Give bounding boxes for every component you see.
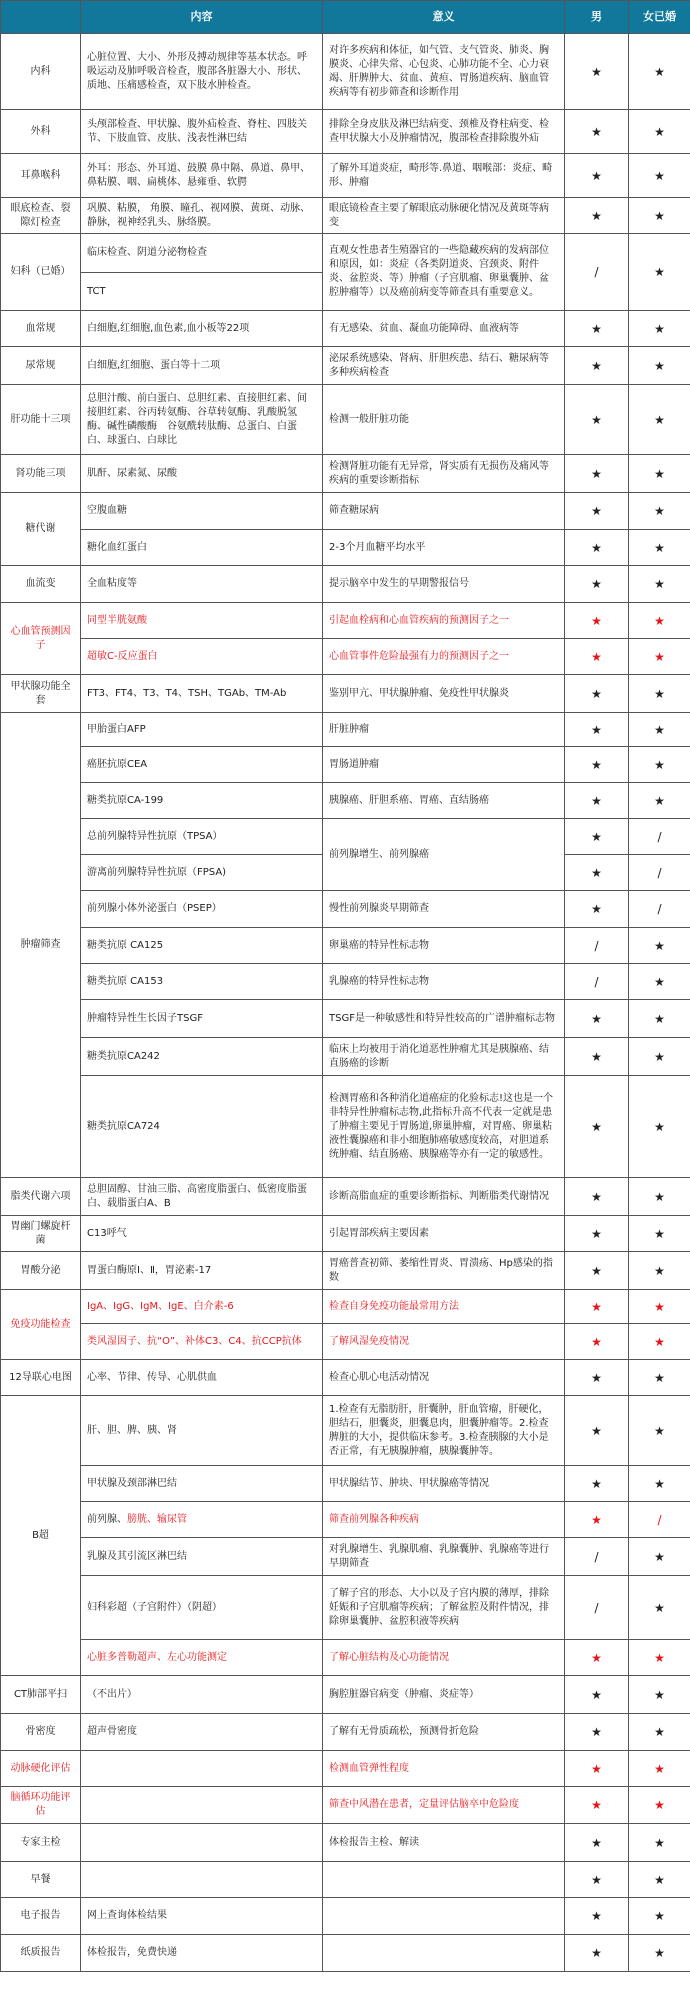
content-cell: 同型半胱氨酸 — [81, 603, 323, 639]
meaning-cell: 对许多疾病和体征，如气管、支气管炎、肺炎、胸膜炎、心律失常、心包炎、心肺功能不全、心力衰竭、肝脾肿大、贫血、黄疸、胃肠道疾病、脑血管疾病等有初步筛查和诊断作用 — [323, 34, 565, 110]
content-cell: （不出片） — [81, 1676, 323, 1714]
prostate-label — [87, 1514, 187, 1525]
male-mark: ★ — [565, 1640, 629, 1676]
content-cell: 癌胚抗原CEA — [81, 747, 323, 783]
content-cell: 肿瘤特异性生长因子TSGF — [81, 1000, 323, 1038]
male-mark: ★ — [565, 1898, 629, 1935]
female-mark: ★ — [629, 1676, 690, 1714]
female-mark: ★ — [629, 1252, 690, 1290]
category-cell: 专家主检 — [1, 1824, 81, 1862]
male-mark: ★ — [565, 747, 629, 783]
table-row — [1, 1396, 690, 1466]
female-mark: / — [629, 819, 690, 855]
female-mark: ★ — [629, 1396, 690, 1466]
male-mark: ★ — [565, 110, 629, 154]
male-mark: ★ — [565, 713, 629, 747]
female-mark: ★ — [629, 675, 690, 713]
male-mark: ★ — [565, 783, 629, 819]
content-cell — [81, 1824, 323, 1862]
category-cell: 肿瘤筛查 — [1, 713, 81, 1178]
meaning-cell: 体检报告主检、解读 — [323, 1824, 565, 1862]
meaning-cell: 临床上均被用于消化道恶性肿瘤尤其是胰腺癌、结直肠癌的诊断 — [323, 1038, 565, 1076]
male-mark: ★ — [565, 639, 629, 675]
category-cell: 心血管预测因子 — [1, 603, 81, 675]
meaning-cell: 对乳腺增生、乳腺肌瘤、乳腺囊肿、乳腺癌等进行早期筛查 — [323, 1538, 565, 1576]
table-row — [1, 1178, 690, 1216]
category-cell: 外科 — [1, 110, 81, 154]
table-row — [1, 347, 690, 385]
category-cell: 胃幽门螺旋杆菌 — [1, 1216, 81, 1252]
content-cell: 外耳：形态、外耳道、鼓膜 鼻中隔、鼻道、鼻甲、鼻粘膜、咽、扁桃体、悬雍垂、软腭 — [81, 154, 323, 198]
female-mark: ★ — [629, 455, 690, 493]
table-row — [1, 385, 690, 455]
content-cell: 巩膜、粘膜， 角膜、瞳孔、视网膜、黄斑、动脉、静脉，视神经乳头、脉络膜。 — [81, 198, 323, 234]
male-mark: ★ — [565, 1076, 629, 1178]
table-row — [1, 713, 690, 747]
table-row — [1, 110, 690, 154]
table-row — [1, 455, 690, 493]
content-cell: 总胆固醇、甘油三脂、高密度脂蛋白、低密度脂蛋白、载脂蛋白A、B — [81, 1178, 323, 1216]
female-mark: ★ — [629, 639, 690, 675]
header-category — [1, 1, 81, 34]
male-mark: ★ — [565, 198, 629, 234]
meaning-cell: 心血管事件危险最强有力的预测因子之一 — [323, 639, 565, 675]
meaning-cell: 胃癌普查初筛、萎缩性胃炎、胃溃疡、Hp感染的指数 — [323, 1252, 565, 1290]
content-cell: 甲状腺及颈部淋巴结 — [81, 1466, 323, 1502]
female-mark: ★ — [629, 964, 690, 1000]
male-mark: ★ — [565, 1178, 629, 1216]
male-mark: ★ — [565, 1360, 629, 1396]
female-mark: ★ — [629, 1466, 690, 1502]
content-cell: 胃蛋白酶原Ⅰ、Ⅱ，胃泌素-17 — [81, 1252, 323, 1290]
meaning-cell: 2-3个月血糖平均水平 — [323, 530, 565, 566]
female-mark: ★ — [629, 530, 690, 566]
female-mark: / — [629, 1502, 690, 1538]
male-mark: ★ — [565, 1290, 629, 1324]
meaning-cell: 胰腺癌、肝胆系癌、胃癌、直结肠癌 — [323, 783, 565, 819]
female-mark: ★ — [629, 1824, 690, 1862]
male-mark: ★ — [565, 1676, 629, 1714]
table-row — [1, 1640, 690, 1676]
male-mark: ★ — [565, 1935, 629, 1972]
male-mark: ★ — [565, 530, 629, 566]
meaning-cell: 筛查前列腺各种疾病 — [323, 1502, 565, 1538]
meaning-cell: 了解子宫的形态、大小以及子宫内膜的薄厚，排除妊娠和子宫肌瘤等疾病；了解盆腔及附件情况，排除卵巢囊肿、盆腔积液等疾病 — [323, 1576, 565, 1640]
female-mark: ★ — [629, 110, 690, 154]
male-mark: / — [565, 964, 629, 1000]
table-row — [1, 964, 690, 1000]
meaning-cell: 了解有无骨质疏松，预测骨折危险 — [323, 1714, 565, 1751]
meaning-cell: 检查心肌心电活动情况 — [323, 1360, 565, 1396]
table-row — [1, 1038, 690, 1076]
category-cell: 骨密度 — [1, 1714, 81, 1751]
meaning-cell: 眼底镜检查主要了解眼底动脉硬化情况及黄斑等病变 — [323, 198, 565, 234]
female-mark: ★ — [629, 1076, 690, 1178]
table-row — [1, 747, 690, 783]
category-cell: 脑循环功能评估 — [1, 1787, 81, 1824]
female-mark: ★ — [629, 1751, 690, 1787]
meaning-cell: 检测一般肝脏功能 — [323, 385, 565, 455]
male-mark: ★ — [565, 1824, 629, 1862]
female-mark: ★ — [629, 713, 690, 747]
category-cell: CT肺部平扫 — [1, 1676, 81, 1714]
table-row — [1, 675, 690, 713]
male-mark: ★ — [565, 311, 629, 347]
meaning-cell: 胸腔脏器官病变（肿瘤、炎症等） — [323, 1676, 565, 1714]
content-cell: 糖类抗原 CA125 — [81, 928, 323, 964]
category-cell: 动脉硬化评估 — [1, 1751, 81, 1787]
male-mark: ★ — [565, 1466, 629, 1502]
meaning-cell — [323, 1862, 565, 1898]
category-cell: 12导联心电图 — [1, 1360, 81, 1396]
male-mark: ★ — [565, 1502, 629, 1538]
male-mark: ★ — [565, 1396, 629, 1466]
table-row — [1, 1000, 690, 1038]
table-row — [1, 819, 690, 855]
meaning-cell: 检测肾脏功能有无异常，肾实质有无损伤及痛风等疾病的重要诊断指标 — [323, 455, 565, 493]
table-row — [1, 1502, 690, 1538]
meaning-cell: 有无感染、贫血、凝血功能障碍、血液病等 — [323, 311, 565, 347]
content-cell: FT3、FT4、T3、T4、TSH、TGAb、TM-Ab — [81, 675, 323, 713]
category-cell: 电子报告 — [1, 1898, 81, 1935]
meaning-cell: 肝脏肿瘤 — [323, 713, 565, 747]
category-cell: 耳鼻喉科 — [1, 154, 81, 198]
female-mark: ★ — [629, 347, 690, 385]
female-mark: ★ — [629, 493, 690, 530]
female-mark: ★ — [629, 566, 690, 603]
male-mark: ★ — [565, 1252, 629, 1290]
female-mark: ★ — [629, 603, 690, 639]
content-cell: C13呼气 — [81, 1216, 323, 1252]
category-cell: 脂类代谢六项 — [1, 1178, 81, 1216]
content-cell: 糖类抗原 CA153 — [81, 964, 323, 1000]
table-row — [1, 603, 690, 639]
table-row — [1, 1466, 690, 1502]
meaning-cell: 鉴别甲亢、甲状腺肿瘤、免疫性甲状腺炎 — [323, 675, 565, 713]
category-cell: 肝功能十三项 — [1, 385, 81, 455]
content-cell: 妇科彩超（子宫附件）（阴超） — [81, 1576, 323, 1640]
female-mark: ★ — [629, 1714, 690, 1751]
table-row — [1, 1862, 690, 1898]
prostate-label-red: 膀胱、输尿管 — [127, 1513, 187, 1525]
content-cell: 头颅部检查、甲状腺、腹外疝检查、脊柱、四肢关节、下肢血管、皮肤、浅表性淋巴结 — [81, 110, 323, 154]
male-mark: ★ — [565, 34, 629, 110]
content-cell: 空腹血糖 — [81, 493, 323, 530]
prostate-label-black: 前列腺、 — [87, 1513, 127, 1525]
meaning-cell: 检测血管弹性程度 — [323, 1751, 565, 1787]
table-row — [1, 1290, 690, 1324]
content-cell: 糖类抗原CA-199 — [81, 783, 323, 819]
meaning-cell: 检查自身免疫功能最常用方法 — [323, 1290, 565, 1324]
female-mark: ★ — [629, 385, 690, 455]
meaning-cell: 了解心脏结构及心功能情况 — [323, 1640, 565, 1676]
male-mark: ★ — [565, 1216, 629, 1252]
table-row — [1, 1216, 690, 1252]
table-row — [1, 1676, 690, 1714]
table-row — [1, 1538, 690, 1576]
female-mark: ★ — [629, 1935, 690, 1972]
table-row — [1, 1898, 690, 1935]
category-cell: B超 — [1, 1396, 81, 1676]
male-mark: ★ — [565, 1714, 629, 1751]
meaning-cell: 筛查糖尿病 — [323, 493, 565, 530]
content-cell: IgA、IgG、IgM、IgE、白介素-6 — [81, 1290, 323, 1324]
male-mark: ★ — [565, 154, 629, 198]
content-cell — [81, 1502, 323, 1538]
meaning-cell: 乳腺癌的特异性标志物 — [323, 964, 565, 1000]
female-mark: ★ — [629, 1290, 690, 1324]
table-row — [1, 1714, 690, 1751]
table-row — [1, 1751, 690, 1787]
category-cell: 胃酸分泌 — [1, 1252, 81, 1290]
female-mark: ★ — [629, 1038, 690, 1076]
table-row — [1, 566, 690, 603]
content-cell: 糖类抗原CA724 — [81, 1076, 323, 1178]
female-mark: ★ — [629, 1898, 690, 1935]
meaning-cell: 泌尿系统感染、肾病、肝胆疾患、结石、糖尿病等多种疾病检查 — [323, 347, 565, 385]
female-mark: ★ — [629, 1360, 690, 1396]
meaning-cell: 胃肠道肿瘤 — [323, 747, 565, 783]
female-mark: ★ — [629, 1787, 690, 1824]
male-mark: ★ — [565, 1751, 629, 1787]
male-mark: / — [565, 1538, 629, 1576]
table-row — [1, 783, 690, 819]
content-cell: 全血粘度等 — [81, 566, 323, 603]
meaning-cell: 卵巢癌的特异性标志物 — [323, 928, 565, 964]
content-cell — [81, 1862, 323, 1898]
meaning-cell: 引起血栓病和心血管疾病的预测因子之一 — [323, 603, 565, 639]
content-cell: 游离前列腺特异性抗原（FPSA) — [81, 855, 323, 891]
female-mark: ★ — [629, 1000, 690, 1038]
table-row — [1, 639, 690, 675]
meaning-cell: 引起胃部疾病主要因素 — [323, 1216, 565, 1252]
content-cell: 类风湿因子、抗“O”、补体C3、C4、抗CCP抗体 — [81, 1324, 323, 1360]
content-cell: 心率、节律、传导、心肌供血 — [81, 1360, 323, 1396]
female-mark: ★ — [629, 928, 690, 964]
male-mark: ★ — [565, 566, 629, 603]
table-header — [1, 1, 690, 34]
category-cell: 肾功能三项 — [1, 455, 81, 493]
table-row — [1, 928, 690, 964]
table-row — [1, 234, 690, 273]
content-cell: 体检报告，免费快递 — [81, 1935, 323, 1972]
category-cell: 血流变 — [1, 566, 81, 603]
table-row — [1, 1076, 690, 1178]
table-row — [1, 1252, 690, 1290]
category-cell: 妇科（已婚） — [1, 234, 81, 311]
content-cell: 超声骨密度 — [81, 1714, 323, 1751]
meaning-cell: 筛查中风潜在患者，定量评估脑卒中危险度 — [323, 1787, 565, 1824]
category-cell: 糖代谢 — [1, 493, 81, 566]
female-mark: ★ — [629, 783, 690, 819]
meaning-cell: 甲状腺结节、肿块、甲状腺癌等情况 — [323, 1466, 565, 1502]
content-cell: 甲胎蛋白AFP — [81, 713, 323, 747]
table-row — [1, 1787, 690, 1824]
male-mark: ★ — [565, 891, 629, 928]
male-mark: ★ — [565, 1000, 629, 1038]
meaning-cell: 诊断高脂血症的重要诊断指标、判断脂类代谢情况 — [323, 1178, 565, 1216]
content-cell: 心脏多普勒超声、左心功能测定 — [81, 1640, 323, 1676]
male-mark: ★ — [565, 1787, 629, 1824]
table-row — [1, 891, 690, 928]
meaning-cell: 1.检查有无脂肪肝，肝囊肿，肝血管瘤，肝硬化，胆结石，胆囊炎，胆囊息肉，胆囊肿瘤等。2.检查脾脏的大小，提供临床参考。3.检查胰腺的大小是否正常，有无胰腺肿瘤，胰腺囊肿等。 — [323, 1396, 565, 1466]
male-mark: ★ — [565, 493, 629, 530]
table-row — [1, 311, 690, 347]
content-cell — [81, 1787, 323, 1824]
male-mark: ★ — [565, 855, 629, 891]
female-mark: ★ — [629, 1324, 690, 1360]
meaning-cell: 了解风湿免疫情况 — [323, 1324, 565, 1360]
female-mark: / — [629, 855, 690, 891]
female-mark: ★ — [629, 1576, 690, 1640]
header-meaning: 意义 — [323, 1, 565, 34]
table-row — [1, 34, 690, 110]
meaning-cell: 慢性前列腺炎早期筛查 — [323, 891, 565, 928]
content-cell: 白细胞,红细胞、蛋白等十二项 — [81, 347, 323, 385]
table-row — [1, 1935, 690, 1972]
category-cell: 早餐 — [1, 1862, 81, 1898]
female-mark: / — [629, 891, 690, 928]
table-row — [1, 1360, 690, 1396]
content-cell: 糖类抗原CA242 — [81, 1038, 323, 1076]
male-mark: ★ — [565, 347, 629, 385]
male-mark: ★ — [565, 1324, 629, 1360]
meaning-cell — [323, 1898, 565, 1935]
male-mark: ★ — [565, 455, 629, 493]
content-cell: 肌酐、尿素氮、尿酸 — [81, 455, 323, 493]
category-cell: 血常规 — [1, 311, 81, 347]
category-cell: 尿常规 — [1, 347, 81, 385]
category-cell: 甲状腺功能全套 — [1, 675, 81, 713]
content-cell: 前列腺小体外泌蛋白（PSEP） — [81, 891, 323, 928]
female-mark: ★ — [629, 34, 690, 110]
table-row — [1, 198, 690, 234]
meaning-cell: 前列腺增生、前列腺癌 — [323, 819, 565, 891]
meaning-cell: 检测胃癌和各种消化道癌症的化验标志!这也是一个非特异性肿瘤标志物,此指标升高不代表一定就是患了肿瘤主要见于胃肠道,卵巢肿瘤，对胃癌、卵巢粘液性囊腺癌和非小细胞肺癌敏感度较高，对胆道系统肿瘤、结直肠癌、胰腺癌等亦有一定的敏感性。 — [323, 1076, 565, 1178]
meaning-cell: 提示脑卒中发生的早期警报信号 — [323, 566, 565, 603]
table-row — [1, 1576, 690, 1640]
header-content: 内容 — [81, 1, 323, 34]
table-row — [1, 154, 690, 198]
content-cell: 乳腺及其引流区淋巴结 — [81, 1538, 323, 1576]
meaning-cell: TSGF是一种敏感性和特异性较高的广谱肿瘤标志物 — [323, 1000, 565, 1038]
content-cell: 糖化血红蛋白 — [81, 530, 323, 566]
content-cell: TCT — [81, 273, 323, 311]
meaning-cell: 了解外耳道炎症，畸形等.鼻道、咽喉部：炎症、畸形、肿瘤 — [323, 154, 565, 198]
content-cell: 总胆汁酸、前白蛋白、总胆红素、直接胆红素、间接胆红素、谷丙转氨酶、谷草转氨酶、乳酸脱氢酶、碱性磷酸酶 谷氨酰转肽酶、总蛋白、白蛋白、球蛋白、白球比 — [81, 385, 323, 455]
content-cell: 心脏位置、大小、外形及搏动规律等基本状态。呼吸运动及肺呼吸音检查，腹部各脏器大小、形状、质地、压痛感检查，双下肢水肿检查。 — [81, 34, 323, 110]
male-mark: ★ — [565, 385, 629, 455]
male-mark: ★ — [565, 1038, 629, 1076]
category-cell: 眼底检查、裂隙灯检查 — [1, 198, 81, 234]
content-cell: 网上查询体检结果 — [81, 1898, 323, 1935]
content-cell — [81, 1751, 323, 1787]
male-mark: ★ — [565, 819, 629, 855]
category-cell: 免疫功能检查 — [1, 1290, 81, 1360]
female-mark: ★ — [629, 1862, 690, 1898]
male-mark: / — [565, 928, 629, 964]
category-cell: 纸质报告 — [1, 1935, 81, 1972]
category-cell: 内科 — [1, 34, 81, 110]
female-mark: ★ — [629, 747, 690, 783]
table-row — [1, 530, 690, 566]
female-mark: ★ — [629, 1216, 690, 1252]
content-cell: 超敏C-反应蛋白 — [81, 639, 323, 675]
content-cell: 肝、胆、脾、胰、肾 — [81, 1396, 323, 1466]
female-mark: ★ — [629, 1538, 690, 1576]
male-mark: ★ — [565, 603, 629, 639]
header-male: 男 — [565, 1, 629, 34]
table-row — [1, 1324, 690, 1360]
male-mark: ★ — [565, 675, 629, 713]
female-mark: ★ — [629, 234, 690, 311]
female-mark: ★ — [629, 154, 690, 198]
meaning-cell — [323, 1935, 565, 1972]
content-cell: 临床检查、阴道分泌物检查 — [81, 234, 323, 273]
male-mark: / — [565, 234, 629, 311]
female-mark: ★ — [629, 311, 690, 347]
table-row — [1, 1824, 690, 1862]
content-cell: 白细胞,红细胞,血色素,血小板等22项 — [81, 311, 323, 347]
meaning-cell: 排除全身皮肤及淋巴结病变、颈椎及脊柱病变、检查甲状腺大小及肿瘤情况，腹部检查排除腹外疝 — [323, 110, 565, 154]
male-mark: / — [565, 1576, 629, 1640]
female-mark: ★ — [629, 198, 690, 234]
male-mark: ★ — [565, 1862, 629, 1898]
content-cell: 总前列腺特异性抗原（TPSA） — [81, 819, 323, 855]
header-female-married: 女已婚 — [629, 1, 690, 34]
meaning-cell: 直观女性患者生殖器官的一些隐藏疾病的发病部位和原因，如：炎症（各类阴道炎、宫颈炎、附件炎、盆腔炎、等）肿瘤（子宫肌瘤、卵巢囊肿、盆腔肿瘤等）以及癌前病变等筛查具有重要意义。 — [323, 234, 565, 311]
female-mark: ★ — [629, 1640, 690, 1676]
female-mark: ★ — [629, 1178, 690, 1216]
table-row — [1, 493, 690, 530]
